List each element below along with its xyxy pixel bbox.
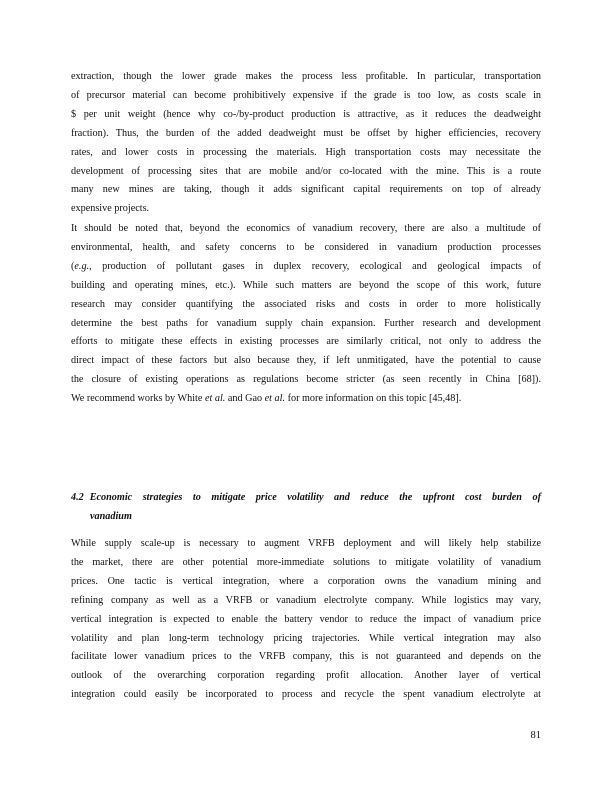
- italic-et-al: et al.: [264, 393, 286, 405]
- text-line: vertical integration is expected to enable the battery vendor to reduce the impact of vanadium price: [71, 613, 541, 625]
- text-line: many new mines are taking, though it adds significant capital requirements on top of already: [71, 184, 541, 196]
- text-line: prices. One tactic is vertical integration, where a corporation owns the vanadium mining and: [71, 575, 541, 587]
- text-line: development of processing sites that are mobile and/or co-located with the mine. This is a route: [71, 165, 541, 177]
- paragraph-vertical-integration: [71, 535, 541, 705]
- text-line: expensive projects.: [71, 203, 150, 215]
- text-line: building and operating mines, etc.). While such matters are beyond the scope of this work, future: [71, 279, 541, 291]
- text-line: integration could easily be incorporated to process and recycle the spent vanadium electrolyte at: [71, 689, 541, 701]
- text-line: (e.g., production of pollutant gases in duplex recovery, ecological and geological impacts of: [71, 260, 541, 272]
- text-line: the market, there are other potential more-immediate solutions to mitigate volatility of vanadium: [71, 556, 541, 568]
- text-line: the closure of existing operations as regulations become stricter (as seen recently in China [68]).: [71, 374, 541, 386]
- text-line: $ per unit weight (hence why co-/by-product production is attractive, as it reduces the deadweight: [71, 108, 541, 120]
- text-line: [71, 390, 541, 409]
- page-number: 81: [530, 730, 541, 741]
- heading-line: vanadium: [90, 511, 132, 522]
- paragraph-environmental-concerns: [71, 220, 541, 409]
- section-number: 4.2: [71, 492, 84, 503]
- text-line: of precursor material can become prohibitively expensive if the grade is too low, as costs scale in: [71, 89, 541, 101]
- text-line: research may consider quantifying the associated risks and costs in order to more holistically: [71, 298, 541, 310]
- section-heading-4-2: [71, 488, 541, 526]
- heading-text: Economic strategies to mitigate price volatility and reduce the upfront cost burden of: [89, 492, 541, 503]
- paragraph-transportation: [71, 68, 541, 219]
- text-line: outlook of the overarching corporation regarding profit allocation. Another layer of vertical: [71, 670, 541, 682]
- text-line: determine the best paths for vanadium supply chain expansion. Further research and development: [71, 317, 541, 329]
- text-line: rates, and lower costs in processing the materials. High transportation costs may necessitate the: [71, 146, 541, 158]
- text-fragment: We recommend works by White: [71, 393, 205, 405]
- text-line: It should be noted that, beyond the economics of vanadium recovery, there are also a multitude of: [71, 223, 541, 234]
- italic-eg: e.g.: [74, 260, 90, 272]
- text-fragment: and Gao: [225, 393, 265, 405]
- text-line: efforts to mitigate these effects in existing processes are similarly critical, not only to address the: [71, 336, 541, 348]
- italic-et-al: et al.: [204, 393, 226, 405]
- text-line: extraction, though the lower grade makes the process less profitable. In particular, transportation: [71, 71, 541, 82]
- text-line: direct impact of these factors but also because they, if left unmitigated, have the potential to cause: [71, 355, 541, 367]
- text-line: refining company as well as a VRFB or vanadium electrolyte company. While logistics may vary,: [71, 594, 541, 606]
- text-line: fraction). Thus, the burden of the added deadweight must be offset by higher efficiencies, recovery: [71, 127, 541, 139]
- text-line: While supply scale-up is necessary to augment VRFB deployment and will likely help stabilize: [71, 538, 541, 549]
- text-line: environmental, health, and safety concerns to be considered in vanadium production processes: [71, 241, 541, 253]
- text-line: volatility and plan long-term technology pricing trajectories. While vertical integration may also: [71, 632, 541, 644]
- text-line: facilitate lower vanadium prices to the VRFB company, this is not guaranteed and depends on the: [71, 651, 541, 663]
- text-fragment: for more information on this topic [45,48].: [285, 393, 462, 405]
- heading-line: [71, 488, 541, 507]
- text-fragment: , production of pollutant gases in duplex recovery, ecological and geological impacts of: [89, 260, 541, 272]
